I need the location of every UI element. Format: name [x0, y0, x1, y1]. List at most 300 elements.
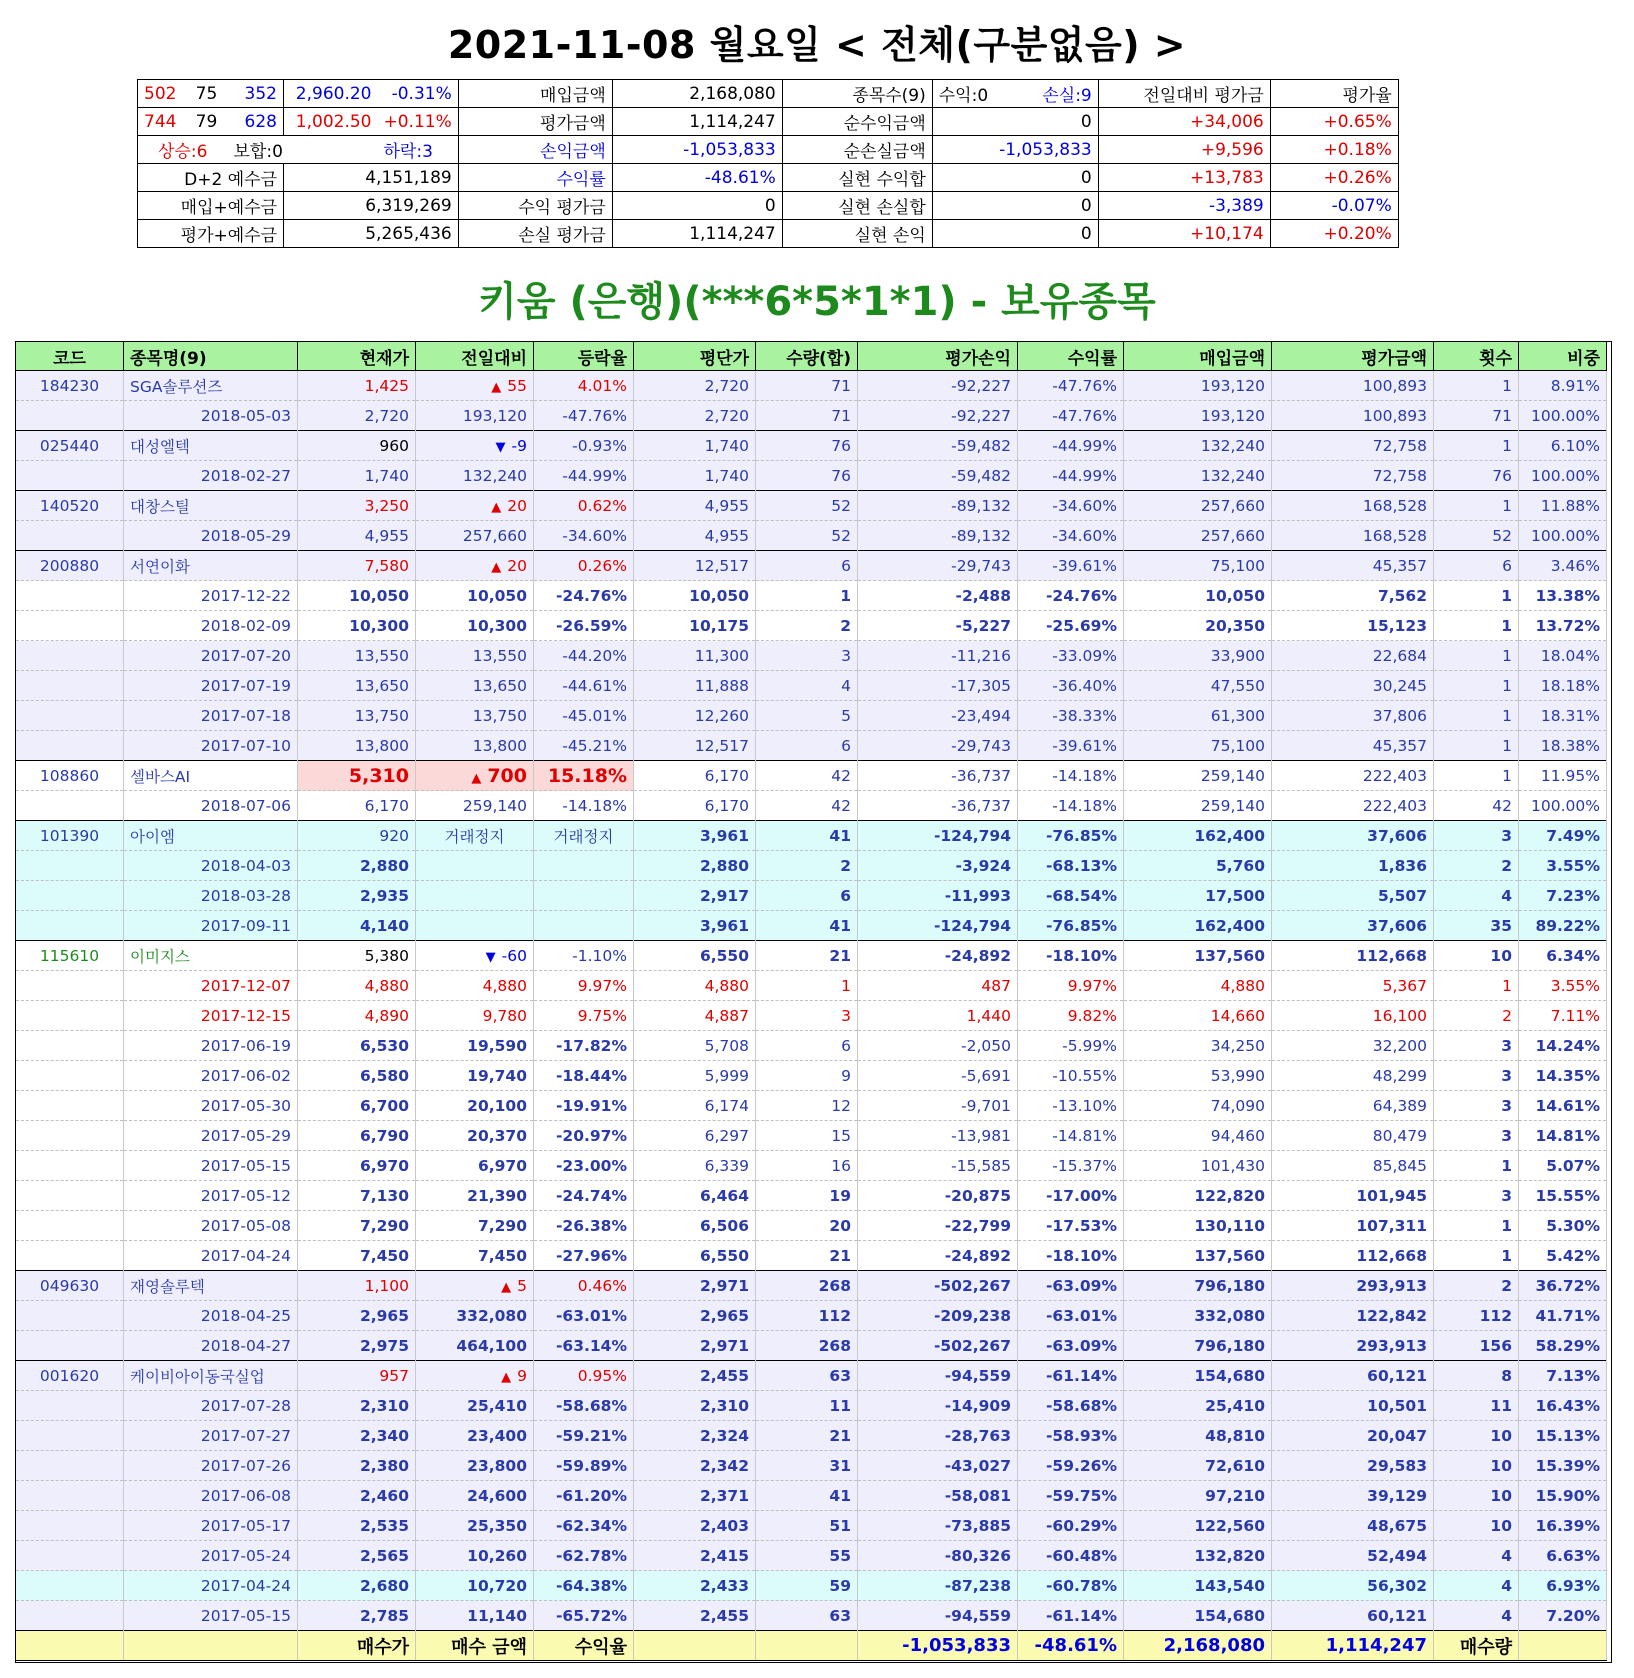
empty-cell	[16, 1151, 124, 1181]
lot-row[interactable]	[16, 1301, 1607, 1331]
current-price: 960	[298, 431, 416, 461]
lot-amount: 13,550	[416, 641, 534, 671]
avg-price: 12,517	[634, 731, 756, 761]
buy-count: 71	[1434, 401, 1519, 431]
col-header[interactable]: 매입금액	[1124, 342, 1272, 371]
prev-eval-diff-5: +10,174	[1098, 220, 1270, 248]
stock-row[interactable]	[16, 491, 1607, 521]
buy-amount: 154,680	[1124, 1361, 1272, 1391]
avg-price: 6,297	[634, 1121, 756, 1151]
label-profit-eval: 수익 평가금	[458, 192, 612, 220]
eval-amount: 72,758	[1272, 461, 1434, 491]
lot-amount	[416, 911, 534, 941]
empty-cell	[16, 791, 124, 821]
eval-pl: 1,440	[858, 1001, 1018, 1031]
lot-row[interactable]	[16, 1331, 1607, 1361]
eval-pl: -124,794	[858, 821, 1018, 851]
label-stock-count: 종목수(9)	[782, 80, 932, 108]
lot-price: 10,300	[298, 611, 416, 641]
buy-count: 4	[1434, 1541, 1519, 1571]
lot-date: 2017-07-27	[124, 1421, 298, 1451]
weight: 7.23%	[1519, 881, 1607, 911]
avg-price: 6,170	[634, 761, 756, 791]
buy-count: 1	[1434, 491, 1519, 521]
return-rate: -61.14%	[1018, 1361, 1124, 1391]
buy-amount: 75,100	[1124, 731, 1272, 761]
prev-eval-diff-3: +13,783	[1098, 164, 1270, 192]
col-header[interactable]: 횟수	[1434, 342, 1519, 371]
eval-amount: 100,893	[1272, 371, 1434, 401]
summary-row-4	[138, 164, 1399, 192]
eval-amount: 37,806	[1272, 701, 1434, 731]
eval-pl: -24,892	[858, 1241, 1018, 1271]
return-rate: -24.76%	[1018, 581, 1124, 611]
eval-pl: -58,081	[858, 1481, 1018, 1511]
value-realized-profit: 0	[932, 164, 1098, 192]
holdings-table	[15, 341, 1607, 1661]
return-rate: -18.10%	[1018, 1241, 1124, 1271]
lot-amount: 7,290	[416, 1211, 534, 1241]
lot-row[interactable]	[16, 1241, 1607, 1271]
eval-amount: 293,913	[1272, 1331, 1434, 1361]
quantity: 63	[756, 1361, 858, 1391]
empty-cell	[16, 1391, 124, 1421]
lot-row[interactable]	[16, 1511, 1607, 1541]
col-header[interactable]: 현재가	[298, 342, 416, 371]
lot-amount	[416, 881, 534, 911]
lot-amount: 25,350	[416, 1511, 534, 1541]
lot-row[interactable]	[16, 671, 1607, 701]
lot-price: 2,880	[298, 851, 416, 881]
stock-row[interactable]	[16, 821, 1607, 851]
buy-count: 1	[1434, 701, 1519, 731]
buy-count: 52	[1434, 521, 1519, 551]
lot-rate	[534, 851, 634, 881]
lot-price: 2,535	[298, 1511, 416, 1541]
eval-amount: 112,668	[1272, 1241, 1434, 1271]
lot-row[interactable]	[16, 521, 1607, 551]
eval-pl: -28,763	[858, 1421, 1018, 1451]
buy-amount: 137,560	[1124, 941, 1272, 971]
empty-cell	[16, 1241, 124, 1271]
eval-pl: -17,305	[858, 671, 1018, 701]
lot-row[interactable]	[16, 581, 1607, 611]
lot-row[interactable]	[16, 1571, 1607, 1601]
eval-amount: 222,403	[1272, 761, 1434, 791]
lot-date: 2018-07-06	[124, 791, 298, 821]
buy-amount: 162,400	[1124, 821, 1272, 851]
price-change	[416, 761, 534, 791]
eval-amount: 22,684	[1272, 641, 1434, 671]
empty-cell	[16, 1601, 124, 1631]
lot-row[interactable]	[16, 611, 1607, 641]
eval-amount: 100,893	[1272, 401, 1434, 431]
avg-price: 2,971	[634, 1331, 756, 1361]
lot-amount: 10,260	[416, 1541, 534, 1571]
lot-rate: -62.78%	[534, 1541, 634, 1571]
flat-count: 보합:0	[228, 136, 378, 164]
return-rate: -47.76%	[1018, 371, 1124, 401]
lot-date: 2017-12-15	[124, 1001, 298, 1031]
col-header[interactable]: 수량(합)	[756, 342, 858, 371]
stock-row[interactable]	[16, 941, 1607, 971]
eval-amount: 29,583	[1272, 1451, 1434, 1481]
buy-amount: 74,090	[1124, 1091, 1272, 1121]
return-rate: -61.14%	[1018, 1601, 1124, 1631]
current-price: 3,250	[298, 491, 416, 521]
eval-amount: 48,299	[1272, 1061, 1434, 1091]
label-net-profit: 순수익금액	[782, 108, 932, 136]
avg-price: 2,917	[634, 881, 756, 911]
stock-row[interactable]	[16, 431, 1607, 461]
change-value: 20	[507, 556, 527, 575]
value-realized-loss: 0	[932, 192, 1098, 220]
eval-amount: 293,913	[1272, 1271, 1434, 1301]
buy-count: 1	[1434, 371, 1519, 401]
label-loss-eval: 손실 평가금	[458, 220, 612, 248]
lot-date: 2017-07-26	[124, 1451, 298, 1481]
lot-row[interactable]	[16, 1061, 1607, 1091]
lot-date: 2017-06-19	[124, 1031, 298, 1061]
stock-row[interactable]	[16, 761, 1607, 791]
lot-rate: -59.89%	[534, 1451, 634, 1481]
up-triangle-icon: ▲	[501, 1279, 512, 1295]
lot-row[interactable]	[16, 851, 1607, 881]
buy-amount: 10,050	[1124, 581, 1272, 611]
lot-rate	[534, 911, 634, 941]
return-rate: -60.29%	[1018, 1511, 1124, 1541]
lot-row[interactable]	[16, 461, 1607, 491]
lot-row[interactable]	[16, 1541, 1607, 1571]
lot-amount: 11,140	[416, 1601, 534, 1631]
empty-cell	[16, 1091, 124, 1121]
weight: 11.95%	[1519, 761, 1607, 791]
lot-row[interactable]	[16, 1001, 1607, 1031]
buy-count: 1	[1434, 641, 1519, 671]
lot-row[interactable]	[16, 1211, 1607, 1241]
buy-count: 156	[1434, 1331, 1519, 1361]
avg-price: 1,740	[634, 461, 756, 491]
eval-amount: 56,302	[1272, 1571, 1434, 1601]
avg-price: 3,961	[634, 821, 756, 851]
lot-row[interactable]	[16, 1601, 1607, 1631]
quantity: 41	[756, 821, 858, 851]
buy-amount: 101,430	[1124, 1151, 1272, 1181]
lot-row[interactable]	[16, 1151, 1607, 1181]
lot-price: 4,140	[298, 911, 416, 941]
lot-rate: -17.82%	[534, 1031, 634, 1061]
value-net-profit: 0	[932, 108, 1098, 136]
eval-amount: 30,245	[1272, 671, 1434, 701]
stock-code: 108860	[16, 761, 124, 791]
eval-pl: -502,267	[858, 1331, 1018, 1361]
kosdaq-rate: +0.11%	[378, 108, 459, 136]
weight: 3.55%	[1519, 851, 1607, 881]
quantity: 5	[756, 701, 858, 731]
avg-price: 12,260	[634, 701, 756, 731]
lot-price: 2,680	[298, 1571, 416, 1601]
quantity: 12	[756, 1091, 858, 1121]
return-rate: -44.99%	[1018, 461, 1124, 491]
lot-rate: -19.91%	[534, 1091, 634, 1121]
avg-price: 1,740	[634, 431, 756, 461]
col-header[interactable]: 수익률	[1018, 342, 1124, 371]
return-rate: -13.10%	[1018, 1091, 1124, 1121]
current-price: 7,580	[298, 551, 416, 581]
weight: 16.39%	[1519, 1511, 1607, 1541]
lot-date: 2017-05-15	[124, 1601, 298, 1631]
lot-rate: -47.76%	[534, 401, 634, 431]
lot-amount: 20,100	[416, 1091, 534, 1121]
empty-cell	[16, 581, 124, 611]
lot-price: 2,310	[298, 1391, 416, 1421]
lot-row[interactable]	[16, 1391, 1607, 1421]
lot-rate: -44.61%	[534, 671, 634, 701]
lot-row[interactable]	[16, 1451, 1607, 1481]
avg-price: 2,720	[634, 401, 756, 431]
empty-cell	[16, 521, 124, 551]
col-header[interactable]: 등락율	[534, 342, 634, 371]
col-header[interactable]: 종목명(9)	[124, 342, 298, 371]
stock-row[interactable]	[16, 1271, 1607, 1301]
lot-price: 7,290	[298, 1211, 416, 1241]
empty-cell	[16, 1181, 124, 1211]
lot-date: 2017-09-11	[124, 911, 298, 941]
col-header[interactable]: 평단가	[634, 342, 756, 371]
eval-pl: -92,227	[858, 371, 1018, 401]
lot-rate: -58.68%	[534, 1391, 634, 1421]
lot-amount: 464,100	[416, 1331, 534, 1361]
weight: 15.90%	[1519, 1481, 1607, 1511]
buy-amount: 193,120	[1124, 401, 1272, 431]
lot-row[interactable]	[16, 911, 1607, 941]
stock-row[interactable]	[16, 371, 1607, 401]
value-profit-eval: 0	[612, 192, 782, 220]
buy-count: 76	[1434, 461, 1519, 491]
eval-pl: -59,482	[858, 431, 1018, 461]
eval-pl: -92,227	[858, 401, 1018, 431]
eval-pl: -3,924	[858, 851, 1018, 881]
return-rate: -14.18%	[1018, 761, 1124, 791]
lot-amount: 13,750	[416, 701, 534, 731]
empty-cell	[16, 1031, 124, 1061]
lot-rate: -34.60%	[534, 521, 634, 551]
empty-cell	[16, 401, 124, 431]
lot-amount: 132,240	[416, 461, 534, 491]
lot-row[interactable]	[16, 1091, 1607, 1121]
buy-count: 1	[1434, 971, 1519, 1001]
eval-pl: -36,737	[858, 791, 1018, 821]
buy-count: 10	[1434, 1511, 1519, 1541]
stock-name: 재영솔루텍	[124, 1271, 298, 1301]
buy-count: 10	[1434, 941, 1519, 971]
lot-date: 2018-02-27	[124, 461, 298, 491]
quantity: 6	[756, 881, 858, 911]
weight: 3.55%	[1519, 971, 1607, 1001]
weight: 13.72%	[1519, 611, 1607, 641]
total-cell: 매수 금액	[416, 1631, 534, 1661]
stock-code: 184230	[16, 371, 124, 401]
buy-count: 42	[1434, 791, 1519, 821]
kosdaq-flat-count: 79	[186, 108, 228, 136]
buy-count: 3	[1434, 1061, 1519, 1091]
quantity: 52	[756, 521, 858, 551]
label-return-rate: 수익률	[458, 164, 612, 192]
lot-rate: -63.14%	[534, 1331, 634, 1361]
prev-eval-rate-5: +0.20%	[1270, 220, 1398, 248]
return-rate: -14.81%	[1018, 1121, 1124, 1151]
col-header[interactable]: 비중	[1519, 342, 1607, 371]
lot-amount: 10,050	[416, 581, 534, 611]
buy-amount: 14,660	[1124, 1001, 1272, 1031]
lot-row[interactable]	[16, 731, 1607, 761]
lot-price: 6,580	[298, 1061, 416, 1091]
lot-rate: -26.38%	[534, 1211, 634, 1241]
buy-count: 2	[1434, 1271, 1519, 1301]
quantity: 6	[756, 731, 858, 761]
quantity: 6	[756, 1031, 858, 1061]
return-rate: -36.40%	[1018, 671, 1124, 701]
quantity: 51	[756, 1511, 858, 1541]
empty-cell	[16, 671, 124, 701]
buy-amount: 162,400	[1124, 911, 1272, 941]
buy-count: 3	[1434, 821, 1519, 851]
total-cell: 2,168,080	[1124, 1631, 1272, 1661]
lot-date: 2017-07-19	[124, 671, 298, 701]
total-cell	[634, 1631, 756, 1661]
empty-cell	[16, 1211, 124, 1241]
eval-pl: -73,885	[858, 1511, 1018, 1541]
label-eval-amount: 평가금액	[458, 108, 612, 136]
lot-row[interactable]	[16, 881, 1607, 911]
buy-amount: 137,560	[1124, 1241, 1272, 1271]
value-deposit: 4,151,189	[284, 164, 459, 192]
avg-price: 3,961	[634, 911, 756, 941]
lot-rate: -61.20%	[534, 1481, 634, 1511]
summary-row-6	[138, 220, 1399, 248]
quantity: 76	[756, 431, 858, 461]
lot-price: 6,970	[298, 1151, 416, 1181]
weight: 5.07%	[1519, 1151, 1607, 1181]
account-subtitle: 키움 (은행)(***6*5*1*1) - 보유종목	[478, 279, 1156, 325]
lot-price: 2,965	[298, 1301, 416, 1331]
total-cell: 매수가	[298, 1631, 416, 1661]
eval-pl: -13,981	[858, 1121, 1018, 1151]
quantity: 2	[756, 611, 858, 641]
lot-amount: 23,800	[416, 1451, 534, 1481]
col-header[interactable]: 평가금액	[1272, 342, 1434, 371]
avg-price: 6,170	[634, 791, 756, 821]
lot-row[interactable]	[16, 641, 1607, 671]
buy-count: 10	[1434, 1481, 1519, 1511]
holdings-header-row	[16, 342, 1607, 371]
buy-count: 1	[1434, 431, 1519, 461]
col-header[interactable]: 전일대비	[416, 342, 534, 371]
eval-amount: 72,758	[1272, 431, 1434, 461]
lot-rate: -62.34%	[534, 1511, 634, 1541]
avg-price: 2,324	[634, 1421, 756, 1451]
quantity: 76	[756, 461, 858, 491]
quantity: 55	[756, 1541, 858, 1571]
eval-pl: -209,238	[858, 1301, 1018, 1331]
empty-cell	[16, 1301, 124, 1331]
prev-eval-rate-3: +0.26%	[1270, 164, 1398, 192]
lot-row[interactable]	[16, 1481, 1607, 1511]
lot-amount: 6,970	[416, 1151, 534, 1181]
lot-date: 2018-04-03	[124, 851, 298, 881]
buy-amount: 259,140	[1124, 761, 1272, 791]
return-rate: -44.99%	[1018, 431, 1124, 461]
lot-row[interactable]	[16, 1181, 1607, 1211]
buy-count: 1	[1434, 671, 1519, 701]
weight: 13.38%	[1519, 581, 1607, 611]
lot-rate: -20.97%	[534, 1121, 634, 1151]
lot-row[interactable]	[16, 1121, 1607, 1151]
prev-eval-rate-2: +0.18%	[1270, 136, 1398, 164]
empty-cell	[16, 1481, 124, 1511]
weight: 14.35%	[1519, 1061, 1607, 1091]
buy-amount: 53,990	[1124, 1061, 1272, 1091]
eval-pl: -80,326	[858, 1541, 1018, 1571]
lot-row[interactable]	[16, 971, 1607, 1001]
lot-rate: -45.01%	[534, 701, 634, 731]
eval-amount: 122,842	[1272, 1301, 1434, 1331]
lot-date: 2017-05-24	[124, 1541, 298, 1571]
lot-date: 2017-04-24	[124, 1571, 298, 1601]
quantity: 2	[756, 851, 858, 881]
label-eval-plus-deposit: 평가+예수금	[138, 220, 284, 248]
weight: 36.72%	[1519, 1271, 1607, 1301]
col-header[interactable]: 코드	[16, 342, 124, 371]
loss-count: 손실:9	[1012, 80, 1098, 108]
eval-amount: 222,403	[1272, 791, 1434, 821]
lot-price: 7,450	[298, 1241, 416, 1271]
eval-pl: -36,737	[858, 761, 1018, 791]
eval-amount: 64,389	[1272, 1091, 1434, 1121]
price-change	[416, 941, 534, 971]
total-cell	[1519, 1631, 1607, 1661]
weight: 7.49%	[1519, 821, 1607, 851]
quantity: 112	[756, 1301, 858, 1331]
lot-row[interactable]	[16, 701, 1607, 731]
return-rate: -76.85%	[1018, 821, 1124, 851]
lot-row[interactable]	[16, 1031, 1607, 1061]
avg-price: 4,887	[634, 1001, 756, 1031]
change-rate: 4.01%	[534, 371, 634, 401]
label-realized-pl: 실현 손익	[782, 220, 932, 248]
quantity: 1	[756, 581, 858, 611]
current-price: 1,425	[298, 371, 416, 401]
quantity: 21	[756, 1421, 858, 1451]
return-rate: -68.13%	[1018, 851, 1124, 881]
lot-amount	[416, 851, 534, 881]
summary-table	[137, 79, 1399, 248]
lot-row[interactable]	[16, 1421, 1607, 1451]
quantity: 21	[756, 1241, 858, 1271]
lot-row[interactable]	[16, 401, 1607, 431]
lot-date: 2018-05-03	[124, 401, 298, 431]
eval-pl: -22,799	[858, 1211, 1018, 1241]
current-price: 920	[298, 821, 416, 851]
buy-count: 1	[1434, 1241, 1519, 1271]
col-header[interactable]: 평가손익	[858, 342, 1018, 371]
lot-row[interactable]	[16, 791, 1607, 821]
lot-rate: 9.75%	[534, 1001, 634, 1031]
stock-row[interactable]	[16, 1361, 1607, 1391]
stock-row[interactable]	[16, 551, 1607, 581]
eval-pl: -43,027	[858, 1451, 1018, 1481]
buy-amount: 47,550	[1124, 671, 1272, 701]
